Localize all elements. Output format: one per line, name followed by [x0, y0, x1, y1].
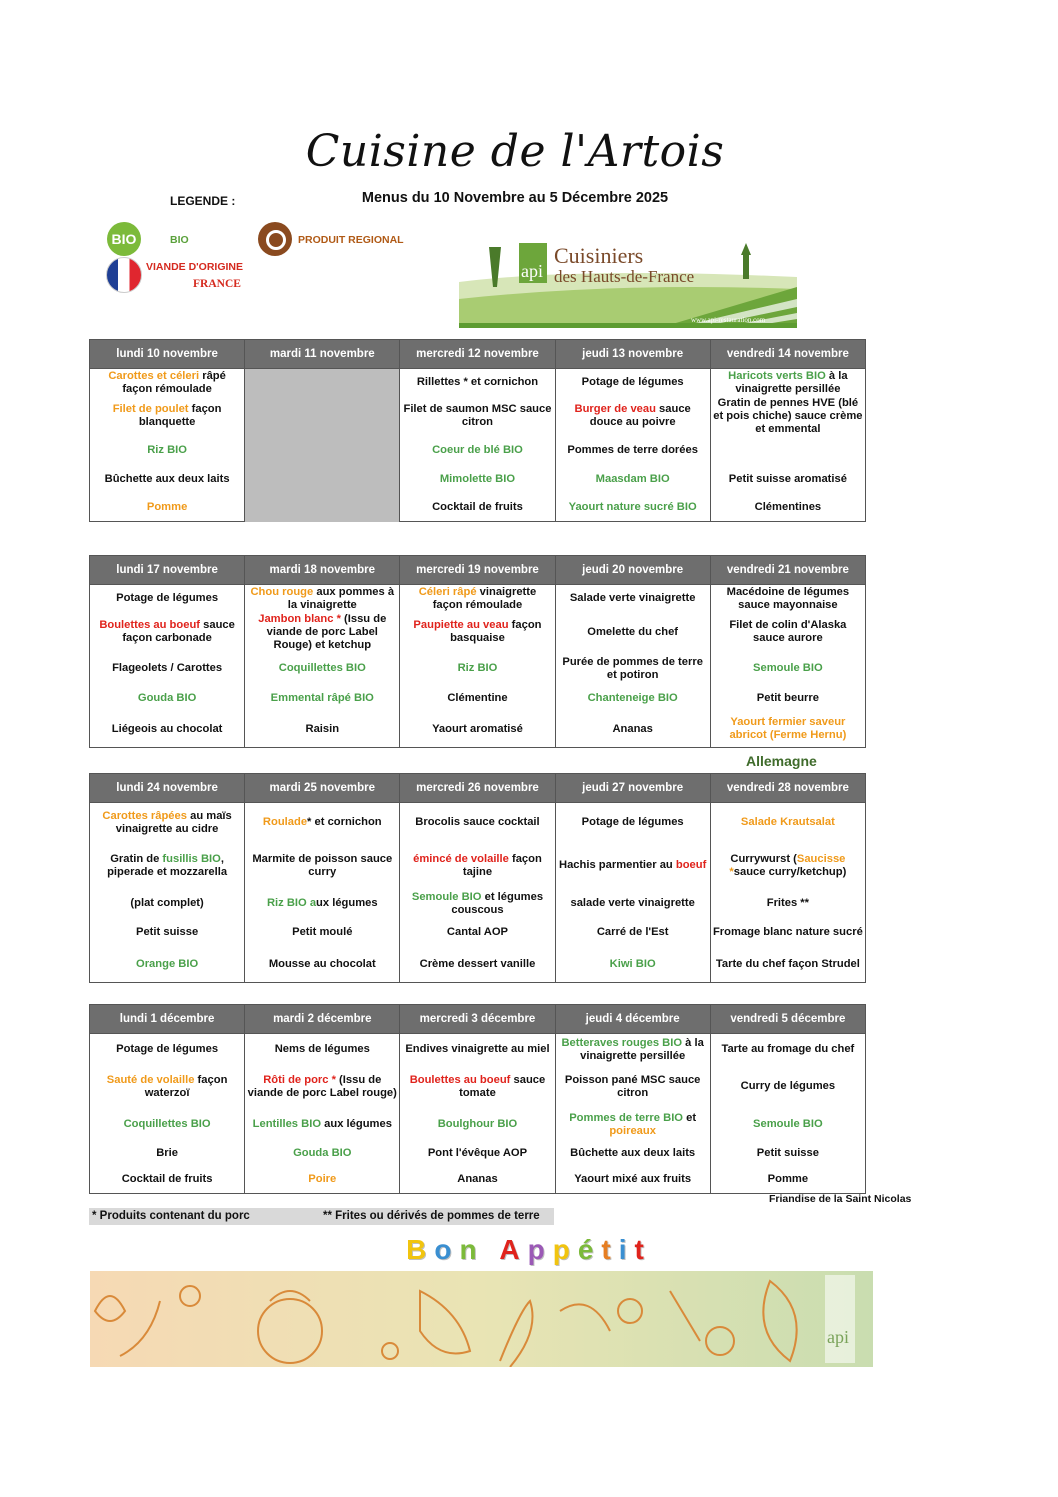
- dish-text: aux légumes: [321, 1118, 392, 1130]
- dish-text: Pommes de terre dorées: [567, 444, 698, 456]
- menu-row: [90, 1066, 866, 1108]
- bon-appetit-letter: é: [577, 1234, 602, 1265]
- dish-text: Hachis parmentier au: [558, 859, 676, 871]
- dish-text: Bûchette aux deux laits: [104, 473, 230, 485]
- menu-cell: [400, 712, 555, 748]
- menu-cell: [710, 613, 865, 652]
- week-header-row: [90, 1005, 866, 1034]
- menu-cell: [400, 1142, 555, 1166]
- bon-appetit-letter: n: [459, 1234, 485, 1265]
- dish-text: Yaourt fermier saveur abricot (Ferme Hernu): [729, 716, 847, 742]
- dish-text: façon blanquette: [138, 403, 222, 428]
- dish-text: aux pommes à la vinaigrette: [287, 585, 395, 611]
- logo-url: www.api-restauration.com: [691, 316, 766, 324]
- bon-appetit-letter: i: [618, 1234, 635, 1265]
- dish-text: Pomme: [146, 500, 188, 513]
- menu-cell: [555, 1034, 710, 1066]
- menu-cell: [555, 436, 710, 466]
- week-header-row: [90, 774, 866, 803]
- menu-cell: [555, 843, 710, 889]
- dish-text: Orange BIO: [136, 957, 199, 970]
- menu-cell: [400, 919, 555, 947]
- menu-cell: [710, 712, 865, 748]
- menu-cell: [90, 1142, 245, 1166]
- dish-text: Yaourt aromatisé: [432, 722, 523, 735]
- menu-cell: [710, 585, 865, 613]
- dish-text: Gratin de pennes HVE (blé et pois chiche) sauce crème et emmental: [713, 396, 863, 435]
- week-table: [89, 555, 866, 748]
- dish-text: Semoule BIO: [753, 662, 823, 674]
- bon-appetit-letter: t: [634, 1234, 652, 1265]
- menu-cell: [245, 947, 400, 983]
- dish-text: salade verte vinaigrette: [570, 897, 695, 909]
- dish-text: Petit suisse aromatisé: [728, 473, 847, 485]
- day-header: jeudi 13 novembre: [555, 340, 710, 369]
- dish-text: au maïs vinaigrette au cidre: [115, 809, 232, 835]
- dish-text: Riz BIO a: [266, 897, 317, 909]
- menu-row: [90, 1034, 866, 1066]
- dish-text: Burger de veau: [574, 403, 656, 415]
- dish-text: Poisson pané MSC sauce citron: [564, 1073, 701, 1099]
- week-table: [89, 1004, 866, 1194]
- bon-appetit-letter: p: [552, 1234, 578, 1265]
- menu-cell: [245, 712, 400, 748]
- dish-text: Mimolette BIO: [439, 473, 516, 485]
- dish-text: (plat complet): [130, 897, 204, 909]
- menu-cell: [90, 436, 245, 466]
- menu-cell: [710, 1034, 865, 1066]
- dish-text: Coeur de blé BIO: [432, 444, 523, 456]
- dish-text: Salade verte vinaigrette: [569, 592, 696, 605]
- dish-text: Pommes de terre BIO: [569, 1111, 684, 1124]
- dish-text: Chanteneige BIO: [587, 692, 678, 704]
- menu-row: [90, 397, 866, 436]
- dish-text: Semoule BIO: [411, 890, 482, 903]
- menu-cell: [90, 1066, 245, 1108]
- menu-cell: [555, 1066, 710, 1108]
- dish-text: Carré de l'Est: [596, 926, 669, 938]
- menu-row: [90, 803, 866, 843]
- footnote-porc: * Produits contenant du porc: [92, 1210, 250, 1222]
- menu-row: [90, 466, 866, 494]
- dish-text: Flageolets / Carottes: [112, 662, 223, 674]
- day-header: lundi 24 novembre: [90, 774, 245, 803]
- menu-cell: [710, 947, 865, 983]
- dish-text: Petit suisse: [756, 1147, 819, 1159]
- menu-row: [90, 436, 866, 466]
- day-header: mardi 11 novembre: [245, 340, 400, 369]
- legend-bio-label: BIO: [170, 234, 189, 246]
- banner-brand: api: [827, 1327, 849, 1347]
- menu-cell: [90, 803, 245, 843]
- dish-text: Ananas: [612, 722, 653, 735]
- dish-text: Pomme: [767, 1172, 809, 1185]
- menu-cell: [245, 803, 400, 843]
- day-header: jeudi 4 décembre: [555, 1005, 710, 1034]
- dish-text: Sauté de volaille: [106, 1073, 195, 1086]
- dish-text: Boulettes au boeuf: [409, 1073, 511, 1086]
- dish-text: Riz BIO: [457, 662, 498, 674]
- dish-text: Jambon blanc *: [258, 612, 341, 625]
- menu-cell: [710, 397, 865, 436]
- dish-text: Cocktail de fruits: [432, 500, 523, 513]
- dish-text: Tarte au fromage du chef: [721, 1043, 855, 1056]
- dish-text: râpé façon rémoulade: [122, 369, 226, 395]
- menu-cell: [245, 1108, 400, 1142]
- dish-text: sauce tomate: [459, 1073, 546, 1099]
- dish-text: Endives vinaigrette au miel: [405, 1043, 550, 1056]
- dish-text: Potage de légumes: [116, 592, 219, 605]
- menu-cell: [400, 436, 555, 466]
- week-table: [89, 339, 866, 522]
- dish-text: Gouda BIO: [137, 692, 197, 704]
- menu-cell: [710, 686, 865, 712]
- menu-cell: [90, 919, 245, 947]
- bon-appetit-letter: p: [527, 1234, 553, 1265]
- bon-appetit-letter: t: [601, 1234, 619, 1265]
- dish-text: boeuf: [675, 859, 707, 871]
- menu-cell: [400, 1034, 555, 1066]
- bon-appetit-letter: [485, 1234, 500, 1265]
- dish-text: Saucisse *: [729, 852, 846, 878]
- menu-cell: [710, 369, 865, 397]
- menu-cell: [710, 803, 865, 843]
- field-landscape-illustration: [459, 237, 797, 328]
- api-logo-banner: [459, 237, 797, 328]
- menu-cell: [400, 397, 555, 436]
- legend-viande-label: VIANDE D'ORIGINE: [146, 261, 244, 273]
- dish-text: Emmental râpé BIO: [270, 692, 374, 704]
- logo-brand: api: [521, 261, 543, 281]
- menu-cell: [245, 1066, 400, 1108]
- menu-cell: [245, 652, 400, 686]
- menu-cell: [245, 1166, 400, 1194]
- dish-text: Yaourt nature sucré BIO: [568, 500, 697, 513]
- dish-text: et légumes couscous: [451, 890, 544, 916]
- menu-cell: [90, 466, 245, 494]
- week-table: [89, 773, 866, 983]
- menu-cell: [245, 919, 400, 947]
- menu-cell: [710, 1142, 865, 1166]
- dish-text: Céleri râpé: [418, 585, 477, 598]
- menu-cell: [245, 1142, 400, 1166]
- legend-regional-label: PRODUIT REGIONAL: [298, 234, 404, 246]
- dish-text: à la vinaigrette persillée: [580, 1036, 704, 1062]
- day-header: mercredi 19 novembre: [400, 556, 555, 585]
- menu-cell: [90, 369, 245, 397]
- menu-cell: [400, 494, 555, 522]
- bio-icon: BIO: [107, 222, 141, 256]
- menu-cell: [90, 843, 245, 889]
- dish-text: Boulettes au boeuf: [99, 619, 201, 631]
- dish-text: Gratin de: [110, 852, 163, 865]
- vegetables-banner: [90, 1271, 873, 1367]
- week-header-row: [90, 556, 866, 585]
- dish-text: sauce douce au poivre: [589, 403, 691, 428]
- menu-cell: [710, 494, 865, 522]
- menu-cell: [245, 889, 400, 919]
- day-header: mardi 18 novembre: [245, 556, 400, 585]
- regional-product-icon: [258, 222, 292, 256]
- menu-cell: [400, 1066, 555, 1108]
- menu-cell: [90, 1108, 245, 1142]
- menu-cell: [555, 919, 710, 947]
- menu-cell: [710, 1066, 865, 1108]
- dish-text: Filet de saumon MSC sauce citron: [403, 403, 552, 428]
- dish-text: Brocolis sauce cocktail: [415, 816, 540, 829]
- day-header: vendredi 5 décembre: [710, 1005, 865, 1034]
- french-flag-icon: [106, 257, 142, 293]
- bon-appetit-text: [0, 1234, 1058, 1266]
- dish-text: Yaourt mixé aux fruits: [574, 1172, 692, 1185]
- menu-cell: [400, 1108, 555, 1142]
- day-header: vendredi 21 novembre: [710, 556, 865, 585]
- day-header: mardi 25 novembre: [245, 774, 400, 803]
- dish-text: façon tajine: [462, 852, 542, 878]
- menu-cell: [710, 1166, 865, 1194]
- dish-text: Lentilles BIO: [252, 1118, 322, 1130]
- dish-text: Crème dessert vanille: [419, 957, 536, 970]
- day-header: vendredi 28 novembre: [710, 774, 865, 803]
- dish-text: Coquillettes BIO: [123, 1118, 211, 1130]
- dish-text: Potage de légumes: [581, 376, 684, 389]
- menu-row: [90, 947, 866, 983]
- menu-cell: [245, 843, 400, 889]
- menu-cell: [245, 585, 400, 613]
- day-header: jeudi 27 novembre: [555, 774, 710, 803]
- dish-text: Fromage blanc nature sucré: [712, 926, 863, 938]
- menu-cell: [90, 585, 245, 613]
- dish-text: Rillettes * et cornichon: [416, 376, 539, 389]
- day-header: lundi 17 novembre: [90, 556, 245, 585]
- theme-label: Allemagne: [746, 753, 817, 769]
- dish-text: émincé de volaille: [413, 852, 509, 865]
- menu-row: [90, 1108, 866, 1142]
- menu-row: [90, 843, 866, 889]
- menu-cell: [555, 947, 710, 983]
- dish-text: Riz BIO: [147, 444, 187, 456]
- menu-cell: [555, 369, 710, 397]
- menu-cell: [90, 889, 245, 919]
- dish-text: Potage de légumes: [581, 816, 684, 829]
- day-header: mardi 2 décembre: [245, 1005, 400, 1034]
- menu-cell: [555, 1108, 710, 1142]
- menu-period: Menus du 10 Novembre au 5 Décembre 2025: [361, 190, 669, 206]
- footnote-frites: ** Frites ou dérivés de pommes de terre: [323, 1210, 540, 1222]
- menu-row: [90, 1166, 866, 1194]
- menu-cell: [555, 652, 710, 686]
- menu-cell: [90, 397, 245, 436]
- menu-cell: [90, 686, 245, 712]
- dish-text: vinaigrette façon rémoulade: [432, 585, 537, 611]
- dish-text: Liégeois au chocolat: [111, 722, 223, 735]
- menu-row: [90, 494, 866, 522]
- day-header: lundi 1 décembre: [90, 1005, 245, 1034]
- dish-text: Semoule BIO: [753, 1118, 823, 1130]
- dish-text: Pont l'évêque AOP: [427, 1147, 528, 1159]
- dish-text: Maasdam BIO: [595, 473, 670, 485]
- menu-cell: [400, 1166, 555, 1194]
- dish-text: Salade Krautsalat: [740, 816, 835, 829]
- menu-cell: [90, 613, 245, 652]
- day-header: mercredi 3 décembre: [400, 1005, 555, 1034]
- dish-text: Brie: [156, 1147, 178, 1159]
- menu-cell: [555, 397, 710, 436]
- dish-text: Boulghour BIO: [437, 1118, 518, 1130]
- menu-cell: [400, 889, 555, 919]
- dish-text: Ananas: [457, 1172, 498, 1185]
- menu-cell: [710, 889, 865, 919]
- menu-cell: [555, 803, 710, 843]
- dish-text: (Issu de viande de porc Label rouge): [247, 1073, 397, 1099]
- menu-cell: [245, 1034, 400, 1066]
- logo-line1: Cuisiniers: [554, 243, 644, 268]
- dish-text: Nems de légumes: [274, 1043, 370, 1056]
- dish-text: Clémentine: [447, 692, 508, 704]
- dish-text: Macédoine de légumes sauce mayonnaise: [726, 585, 850, 611]
- legend-title: LEGENDE :: [170, 194, 236, 208]
- menu-cell: [90, 1166, 245, 1194]
- menu-cell: [555, 613, 710, 652]
- menu-cell: [555, 1166, 710, 1194]
- dish-text: Chou rouge: [250, 585, 314, 598]
- dish-text: Petit suisse: [136, 926, 199, 938]
- dish-text: Currywurst (: [730, 852, 797, 865]
- dish-text: Purée de pommes de terre et potiron: [562, 655, 703, 681]
- dish-text: Omelette du chef: [587, 625, 679, 638]
- menu-cell: [90, 494, 245, 522]
- dish-text: Marmite de poisson sauce curry: [252, 852, 393, 878]
- dish-text: Rôti de porc *: [263, 1073, 336, 1086]
- bon-appetit-letter: B: [406, 1234, 435, 1265]
- menu-row: [90, 613, 866, 652]
- menu-cell: [90, 652, 245, 686]
- dish-text: Petit moulé: [292, 926, 353, 938]
- menu-cell: [245, 613, 400, 652]
- bon-appetit-letter: o: [434, 1234, 460, 1265]
- day-header: mercredi 26 novembre: [400, 774, 555, 803]
- menu-cell: [400, 369, 555, 397]
- menu-cell: [710, 466, 865, 494]
- dish-text: Tarte du chef façon Strudel: [715, 957, 860, 970]
- logo-line2: des Hauts-de-France: [554, 267, 695, 286]
- dish-text: , piperade et mozzarella: [107, 852, 228, 878]
- menu-cell: [400, 843, 555, 889]
- menu-row: [90, 369, 866, 397]
- dish-text: * et cornichon: [307, 816, 382, 829]
- menu-cell: [710, 1108, 865, 1142]
- dish-text: Mousse au chocolat: [268, 957, 376, 970]
- menu-cell: [90, 947, 245, 983]
- dish-text: Curry de légumes: [740, 1080, 836, 1092]
- day-header: jeudi 20 novembre: [555, 556, 710, 585]
- menu-cell: [555, 889, 710, 919]
- menu-cell: [400, 613, 555, 652]
- dish-text: Cocktail de fruits: [121, 1172, 213, 1185]
- dish-text: Coquillettes BIO: [278, 662, 366, 674]
- dish-text: Carottes et céleri: [108, 369, 200, 382]
- legend-france-label: FRANCE: [193, 278, 241, 290]
- menu-cell: [555, 712, 710, 748]
- dish-text: Betteraves rouges BIO: [561, 1036, 683, 1049]
- menu-cell: [245, 686, 400, 712]
- menu-row: [90, 652, 866, 686]
- bon-appetit-letter: A: [499, 1234, 528, 1265]
- menu-cell: [400, 803, 555, 843]
- dish-text: Clémentines: [754, 500, 822, 513]
- menu-cell: [555, 686, 710, 712]
- menu-row: [90, 919, 866, 947]
- menu-cell: [400, 652, 555, 686]
- dish-text: Carottes râpées: [102, 809, 187, 822]
- menu-cell: [555, 585, 710, 613]
- dish-text: Potage de légumes: [116, 1043, 219, 1056]
- dish-text: (Issu de viande de porc Label Rouge) et ketchup: [266, 612, 387, 651]
- dish-text: Filet de poulet: [112, 403, 189, 415]
- menu-row: [90, 585, 866, 613]
- special-note: Friandise de la Saint Nicolas: [769, 1193, 912, 1205]
- menu-cell: [90, 1034, 245, 1066]
- menu-row: [90, 889, 866, 919]
- menu-cell: [710, 919, 865, 947]
- day-header: mercredi 12 novembre: [400, 340, 555, 369]
- dish-text: façon basquaise: [450, 619, 542, 644]
- day-header: vendredi 14 novembre: [710, 340, 865, 369]
- dish-text: Raisin: [305, 722, 340, 735]
- dish-text: façon waterzoï: [144, 1073, 228, 1099]
- dish-text: Roulade: [262, 816, 308, 829]
- menu-row: [90, 1142, 866, 1166]
- page-title: Cuisine de l'Artois: [305, 126, 725, 177]
- dish-text: poireaux: [609, 1124, 656, 1137]
- dish-text: Bûchette aux deux laits: [570, 1147, 696, 1159]
- dish-text: sauce façon carbonade: [122, 619, 235, 644]
- menu-cell: [400, 947, 555, 983]
- day-header: lundi 10 novembre: [90, 340, 245, 369]
- dish-text: ux légumes: [316, 897, 378, 909]
- dish-text: Poire: [308, 1172, 337, 1185]
- menu-cell: [555, 1142, 710, 1166]
- dish-text: Cantal AOP: [446, 926, 509, 938]
- menu-cell: [710, 652, 865, 686]
- dish-text: Haricots verts BIO: [728, 369, 826, 382]
- dish-text: à la vinaigrette persillée: [735, 369, 848, 395]
- dish-text: Kiwi BIO: [609, 957, 656, 970]
- dish-text: sauce curry/ketchup): [733, 865, 847, 878]
- menu-cell: [555, 466, 710, 494]
- menu-cell: [710, 843, 865, 889]
- vegetables-illustration: [90, 1271, 873, 1367]
- menu-cell: [400, 466, 555, 494]
- menu-cell: [400, 585, 555, 613]
- menu-cell: [90, 712, 245, 748]
- menu-cell: [555, 494, 710, 522]
- menu-row: [90, 712, 866, 748]
- dish-text: Frites **: [766, 897, 810, 909]
- dish-text: Gouda BIO: [293, 1147, 352, 1159]
- closed-day-cell: [245, 369, 400, 522]
- dish-text: et: [683, 1111, 697, 1124]
- dish-text: fusillis BIO: [162, 852, 221, 865]
- dish-text: Petit beurre: [756, 692, 819, 704]
- menu-cell: [400, 686, 555, 712]
- week-header-row: [90, 340, 866, 369]
- dish-text: Paupiette au veau: [413, 619, 509, 631]
- dish-text: Filet de colin d'Alaska sauce aurore: [729, 619, 847, 644]
- menu-row: [90, 686, 866, 712]
- menu-cell: [710, 436, 865, 466]
